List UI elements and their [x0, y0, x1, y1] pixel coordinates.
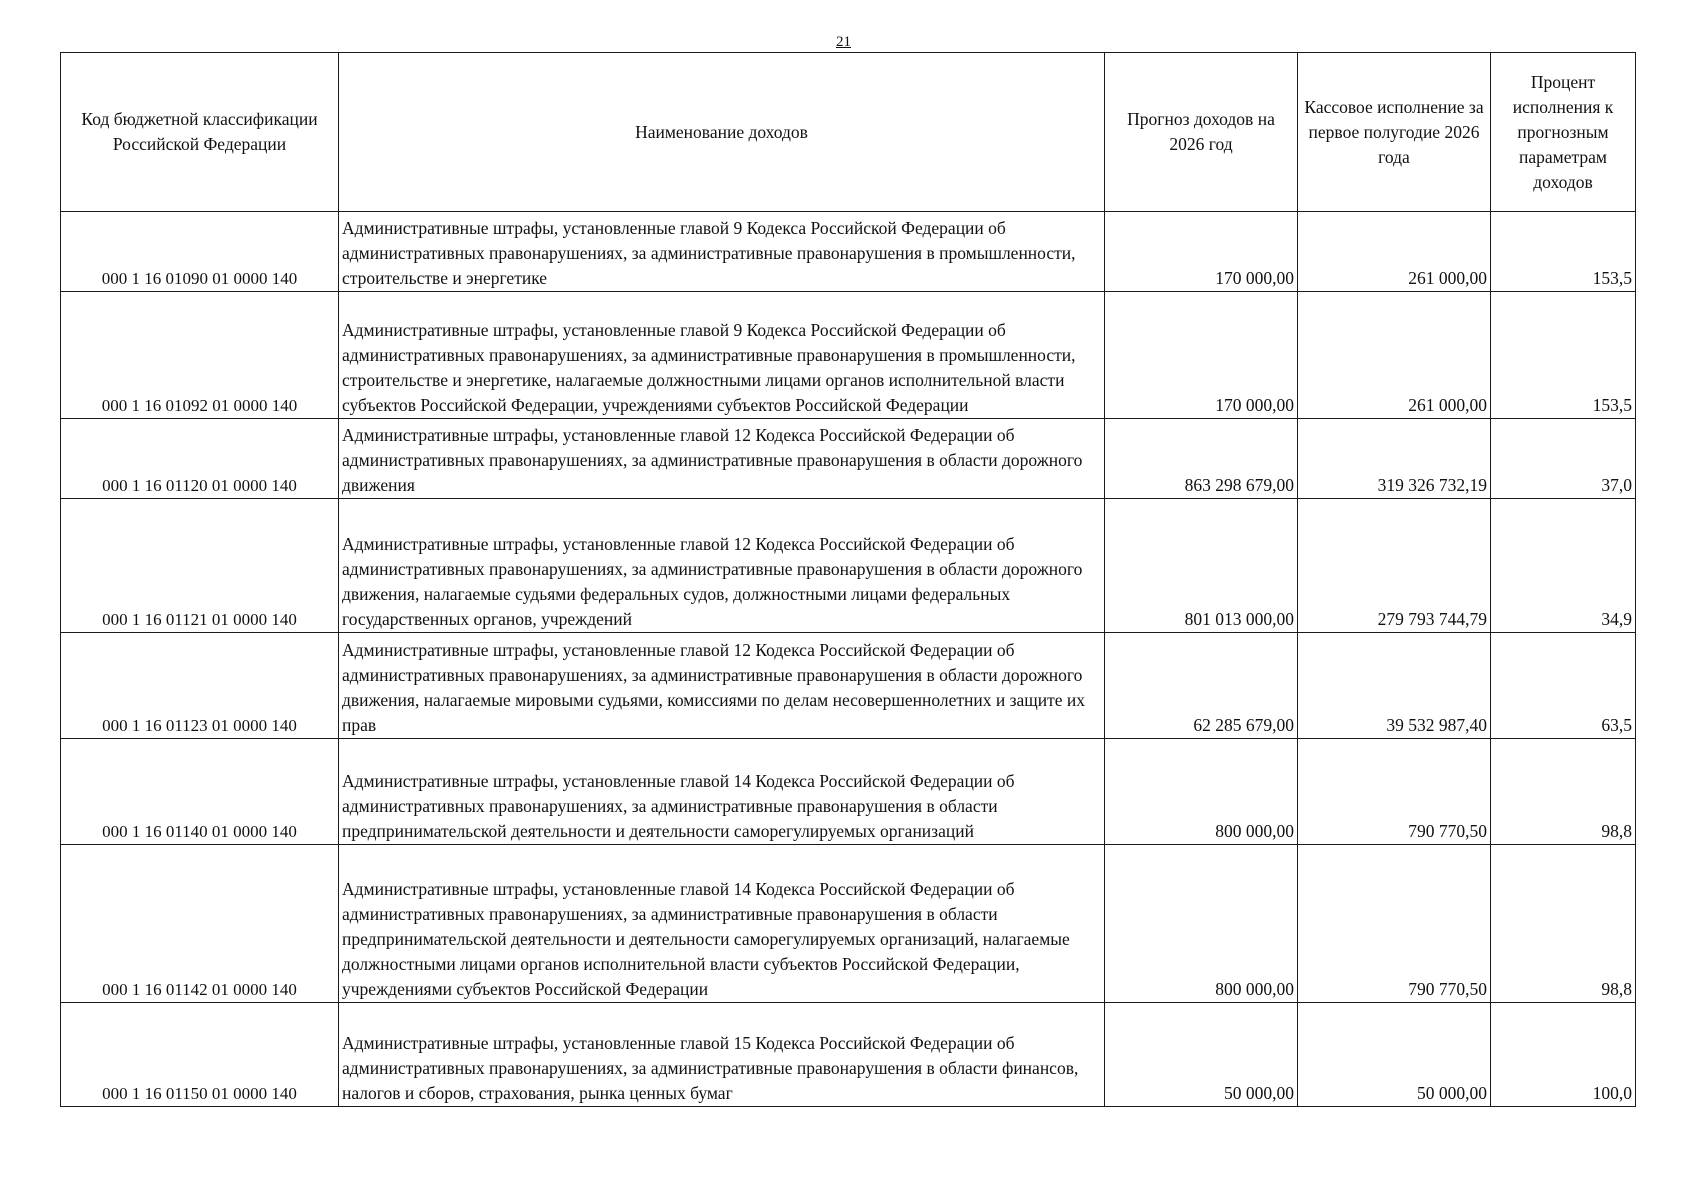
table-row [61, 633, 1636, 739]
revenue-name: Административные штрафы, установленные главой 14 Кодекса Российской Федерации об административных правонарушениях, за административные правонарушения в области предпринимательской деятельности и деятельности саморегулируемых организаций [339, 739, 1105, 845]
header-forecast: Прогноз доходов на 2026 год [1105, 53, 1298, 212]
table-row [61, 845, 1636, 1003]
budget-code: 000 1 16 01120 01 0000 140 [61, 419, 339, 499]
page-number: 21 [836, 34, 851, 50]
execution-value: 50 000,00 [1298, 1003, 1491, 1107]
header-percent: Процент исполнения к прогнозным параметрам доходов [1491, 53, 1636, 212]
percent-value: 34,9 [1491, 499, 1636, 633]
header-code: Код бюджетной классификации Российской Федерации [61, 53, 339, 212]
forecast-value: 800 000,00 [1105, 845, 1298, 1003]
percent-value: 37,0 [1491, 419, 1636, 499]
execution-value: 261 000,00 [1298, 212, 1491, 292]
execution-value: 790 770,50 [1298, 739, 1491, 845]
forecast-value: 170 000,00 [1105, 212, 1298, 292]
table-row [61, 499, 1636, 633]
percent-value: 63,5 [1491, 633, 1636, 739]
table-header-row [61, 53, 1636, 212]
budget-code: 000 1 16 01123 01 0000 140 [61, 633, 339, 739]
revenue-table [60, 52, 1636, 1107]
percent-value: 98,8 [1491, 739, 1636, 845]
header-execution: Кассовое исполнение за первое полугодие 2026 года [1298, 53, 1491, 212]
forecast-value: 50 000,00 [1105, 1003, 1298, 1107]
budget-code: 000 1 16 01121 01 0000 140 [61, 499, 339, 633]
forecast-value: 801 013 000,00 [1105, 499, 1298, 633]
revenue-name: Административные штрафы, установленные главой 9 Кодекса Российской Федерации об административных правонарушениях, за административные правонарушения в промышленности, строительстве и энергетике [339, 212, 1105, 292]
table-row [61, 739, 1636, 845]
execution-value: 39 532 987,40 [1298, 633, 1491, 739]
budget-code: 000 1 16 01142 01 0000 140 [61, 845, 339, 1003]
header-name: Наименование доходов [339, 53, 1105, 212]
revenue-name: Административные штрафы, установленные главой 12 Кодекса Российской Федерации об административных правонарушениях, за административные правонарушения в области дорожного движения, налагаемые судьями федеральных судов, должностными лицами федеральных государственных органов, учреждений [339, 499, 1105, 633]
revenue-name: Административные штрафы, установленные главой 12 Кодекса Российской Федерации об административных правонарушениях, за административные правонарушения в области дорожного движения, налагаемые мировыми судьями, комиссиями по делам несовершеннолетних и защите их прав [339, 633, 1105, 739]
percent-value: 100,0 [1491, 1003, 1636, 1107]
revenue-name: Административные штрафы, установленные главой 14 Кодекса Российской Федерации об административных правонарушениях, за административные правонарушения в области предпринимательской деятельности и деятельности саморегулируемых организаций, налагаемые должностными лицами органов исполнительной власти субъектов Российской Федерации, учреждениями субъектов Российской Федерации [339, 845, 1105, 1003]
budget-code: 000 1 16 01150 01 0000 140 [61, 1003, 339, 1107]
execution-value: 279 793 744,79 [1298, 499, 1491, 633]
percent-value: 98,8 [1491, 845, 1636, 1003]
budget-code: 000 1 16 01090 01 0000 140 [61, 212, 339, 292]
forecast-value: 62 285 679,00 [1105, 633, 1298, 739]
forecast-value: 863 298 679,00 [1105, 419, 1298, 499]
revenue-name: Административные штрафы, установленные главой 15 Кодекса Российской Федерации об административных правонарушениях, за административные правонарушения в области финансов, налогов и сборов, страхования, рынка ценных бумаг [339, 1003, 1105, 1107]
forecast-value: 170 000,00 [1105, 292, 1298, 419]
budget-code: 000 1 16 01092 01 0000 140 [61, 292, 339, 419]
budget-code: 000 1 16 01140 01 0000 140 [61, 739, 339, 845]
table-row [61, 419, 1636, 499]
revenue-name: Административные штрафы, установленные главой 12 Кодекса Российской Федерации об административных правонарушениях, за административные правонарушения в области дорожного движения [339, 419, 1105, 499]
table-row [61, 292, 1636, 419]
execution-value: 261 000,00 [1298, 292, 1491, 419]
table-row [61, 1003, 1636, 1107]
percent-value: 153,5 [1491, 292, 1636, 419]
table-row [61, 212, 1636, 292]
percent-value: 153,5 [1491, 212, 1636, 292]
execution-value: 790 770,50 [1298, 845, 1491, 1003]
forecast-value: 800 000,00 [1105, 739, 1298, 845]
revenue-name: Административные штрафы, установленные главой 9 Кодекса Российской Федерации об административных правонарушениях, за административные правонарушения в промышленности, строительстве и энергетике, налагаемые должностными лицами органов исполнительной власти субъектов Российской Федерации, учреждениями субъектов Российской Федерации [339, 292, 1105, 419]
execution-value: 319 326 732,19 [1298, 419, 1491, 499]
